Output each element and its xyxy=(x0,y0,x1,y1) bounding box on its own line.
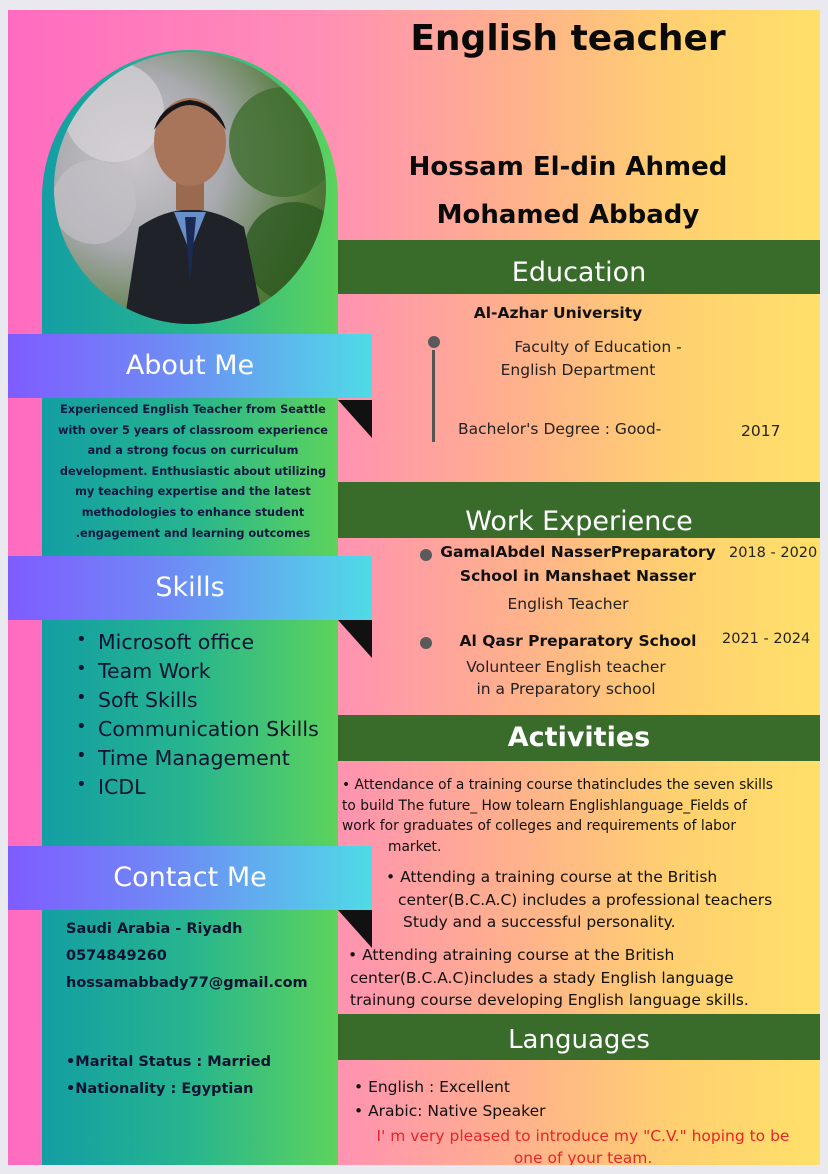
activity-1-line-4: market. xyxy=(388,838,442,855)
activity-2-line-2: center(B.C.A.C) includes a professional teachers xyxy=(398,890,773,909)
cv-page xyxy=(8,10,820,1165)
education-heading: Education xyxy=(338,240,820,294)
activity-3-line-3: trainung course developing English language skills. xyxy=(350,991,749,1009)
profile-photo xyxy=(54,52,326,324)
job-title: English teacher xyxy=(410,18,726,59)
person-portrait-icon xyxy=(54,52,326,324)
decorative-triangle xyxy=(338,910,372,948)
nationality: •Nationality : Egyptian xyxy=(66,1081,254,1097)
activity-1 xyxy=(342,775,820,857)
language-arabic: • Arabic: Native Speaker xyxy=(354,1102,546,1120)
contact-location: Saudi Arabia - Riyadh xyxy=(66,921,243,937)
skill-item: • Time Management xyxy=(70,744,319,773)
activity-2 xyxy=(386,866,816,934)
skill-item: • Team Work xyxy=(70,657,319,686)
education-faculty-line-1: Faculty of Education - xyxy=(514,338,682,356)
closing-line-2: one of your team. xyxy=(513,1149,653,1165)
education-university: Al-Azhar University xyxy=(473,304,643,322)
contact-email: hossamabbady77@gmail.com xyxy=(66,975,308,991)
decorative-triangle xyxy=(338,620,372,658)
activity-2-line-3: Study and a successful personality. xyxy=(403,913,676,931)
closing-line-1: I' m very pleased to introduce my "C.V." hoping to be xyxy=(376,1127,790,1145)
skills-list xyxy=(70,628,319,802)
activity-1-line-3: work for graduates of colleges and requirements of labor xyxy=(342,818,737,834)
activity-3-line-1: • Attending atraining course at the British xyxy=(348,946,675,964)
job-1-role: English Teacher xyxy=(507,595,629,613)
job-1-place-line-2: School in Manshaet Nasser xyxy=(459,567,697,585)
skill-item: • ICDL xyxy=(70,773,319,802)
contact-phone: 0574849260 xyxy=(66,948,167,964)
closing-statement xyxy=(348,1125,818,1165)
skill-item: • Microsoft office xyxy=(70,628,319,657)
name-line-2: Mohamed Abbady xyxy=(436,200,700,230)
work-experience-heading: Work Experience xyxy=(338,482,820,538)
activities-heading: Activities xyxy=(338,715,820,761)
decorative-triangle xyxy=(338,400,372,438)
languages-heading: Languages xyxy=(338,1014,820,1060)
activity-2-line-1: • Attending a training course at the British xyxy=(386,868,718,886)
activity-1-line-1: • Attendance of a training course thatincludes the seven skills xyxy=(342,777,773,793)
skill-item: • Soft Skills xyxy=(70,686,319,715)
job-1-place-line-1: GamalAbdel NasserPreparatory xyxy=(440,543,716,561)
language-english: • English : Excellent xyxy=(354,1078,510,1096)
marital-status: •Marital Status : Married xyxy=(66,1054,271,1070)
job-2-place: Al Qasr Preparatory School xyxy=(459,632,697,650)
education-year: 2017 xyxy=(741,422,781,440)
job-1-years: 2018 - 2020 xyxy=(729,545,818,561)
education-faculty-line-2: English Department xyxy=(500,361,656,379)
education-degree: Bachelor's Degree : Good- xyxy=(458,420,662,438)
job-2-role-line-1: Volunteer English teacher xyxy=(466,658,666,676)
skills-heading: Skills xyxy=(8,556,372,620)
name-line-1: Hossam El-din Ahmed xyxy=(408,152,728,182)
job-2-years: 2021 - 2024 xyxy=(722,631,811,647)
skill-item: • Communication Skills xyxy=(70,715,319,744)
activity-3-line-2: center(B.C.A.C)includes a stady English language xyxy=(350,968,734,987)
activity-1-line-2: to build The future_ How tolearn Englishlanguage_Fields of xyxy=(342,797,747,814)
contact-heading: Contact Me xyxy=(8,846,372,910)
job-2-role-line-2: in a Preparatory school xyxy=(476,680,656,698)
about-text: Experienced English Teacher from Seattle with over 5 years of classroom experience and a strong focus on curriculum development. Enthusiastic about utilizing my teaching expertise and the latest methodologies to enhance student .engagement and learning outcomes xyxy=(58,403,328,540)
about-heading: About Me xyxy=(8,334,372,398)
activity-3 xyxy=(348,944,818,1012)
